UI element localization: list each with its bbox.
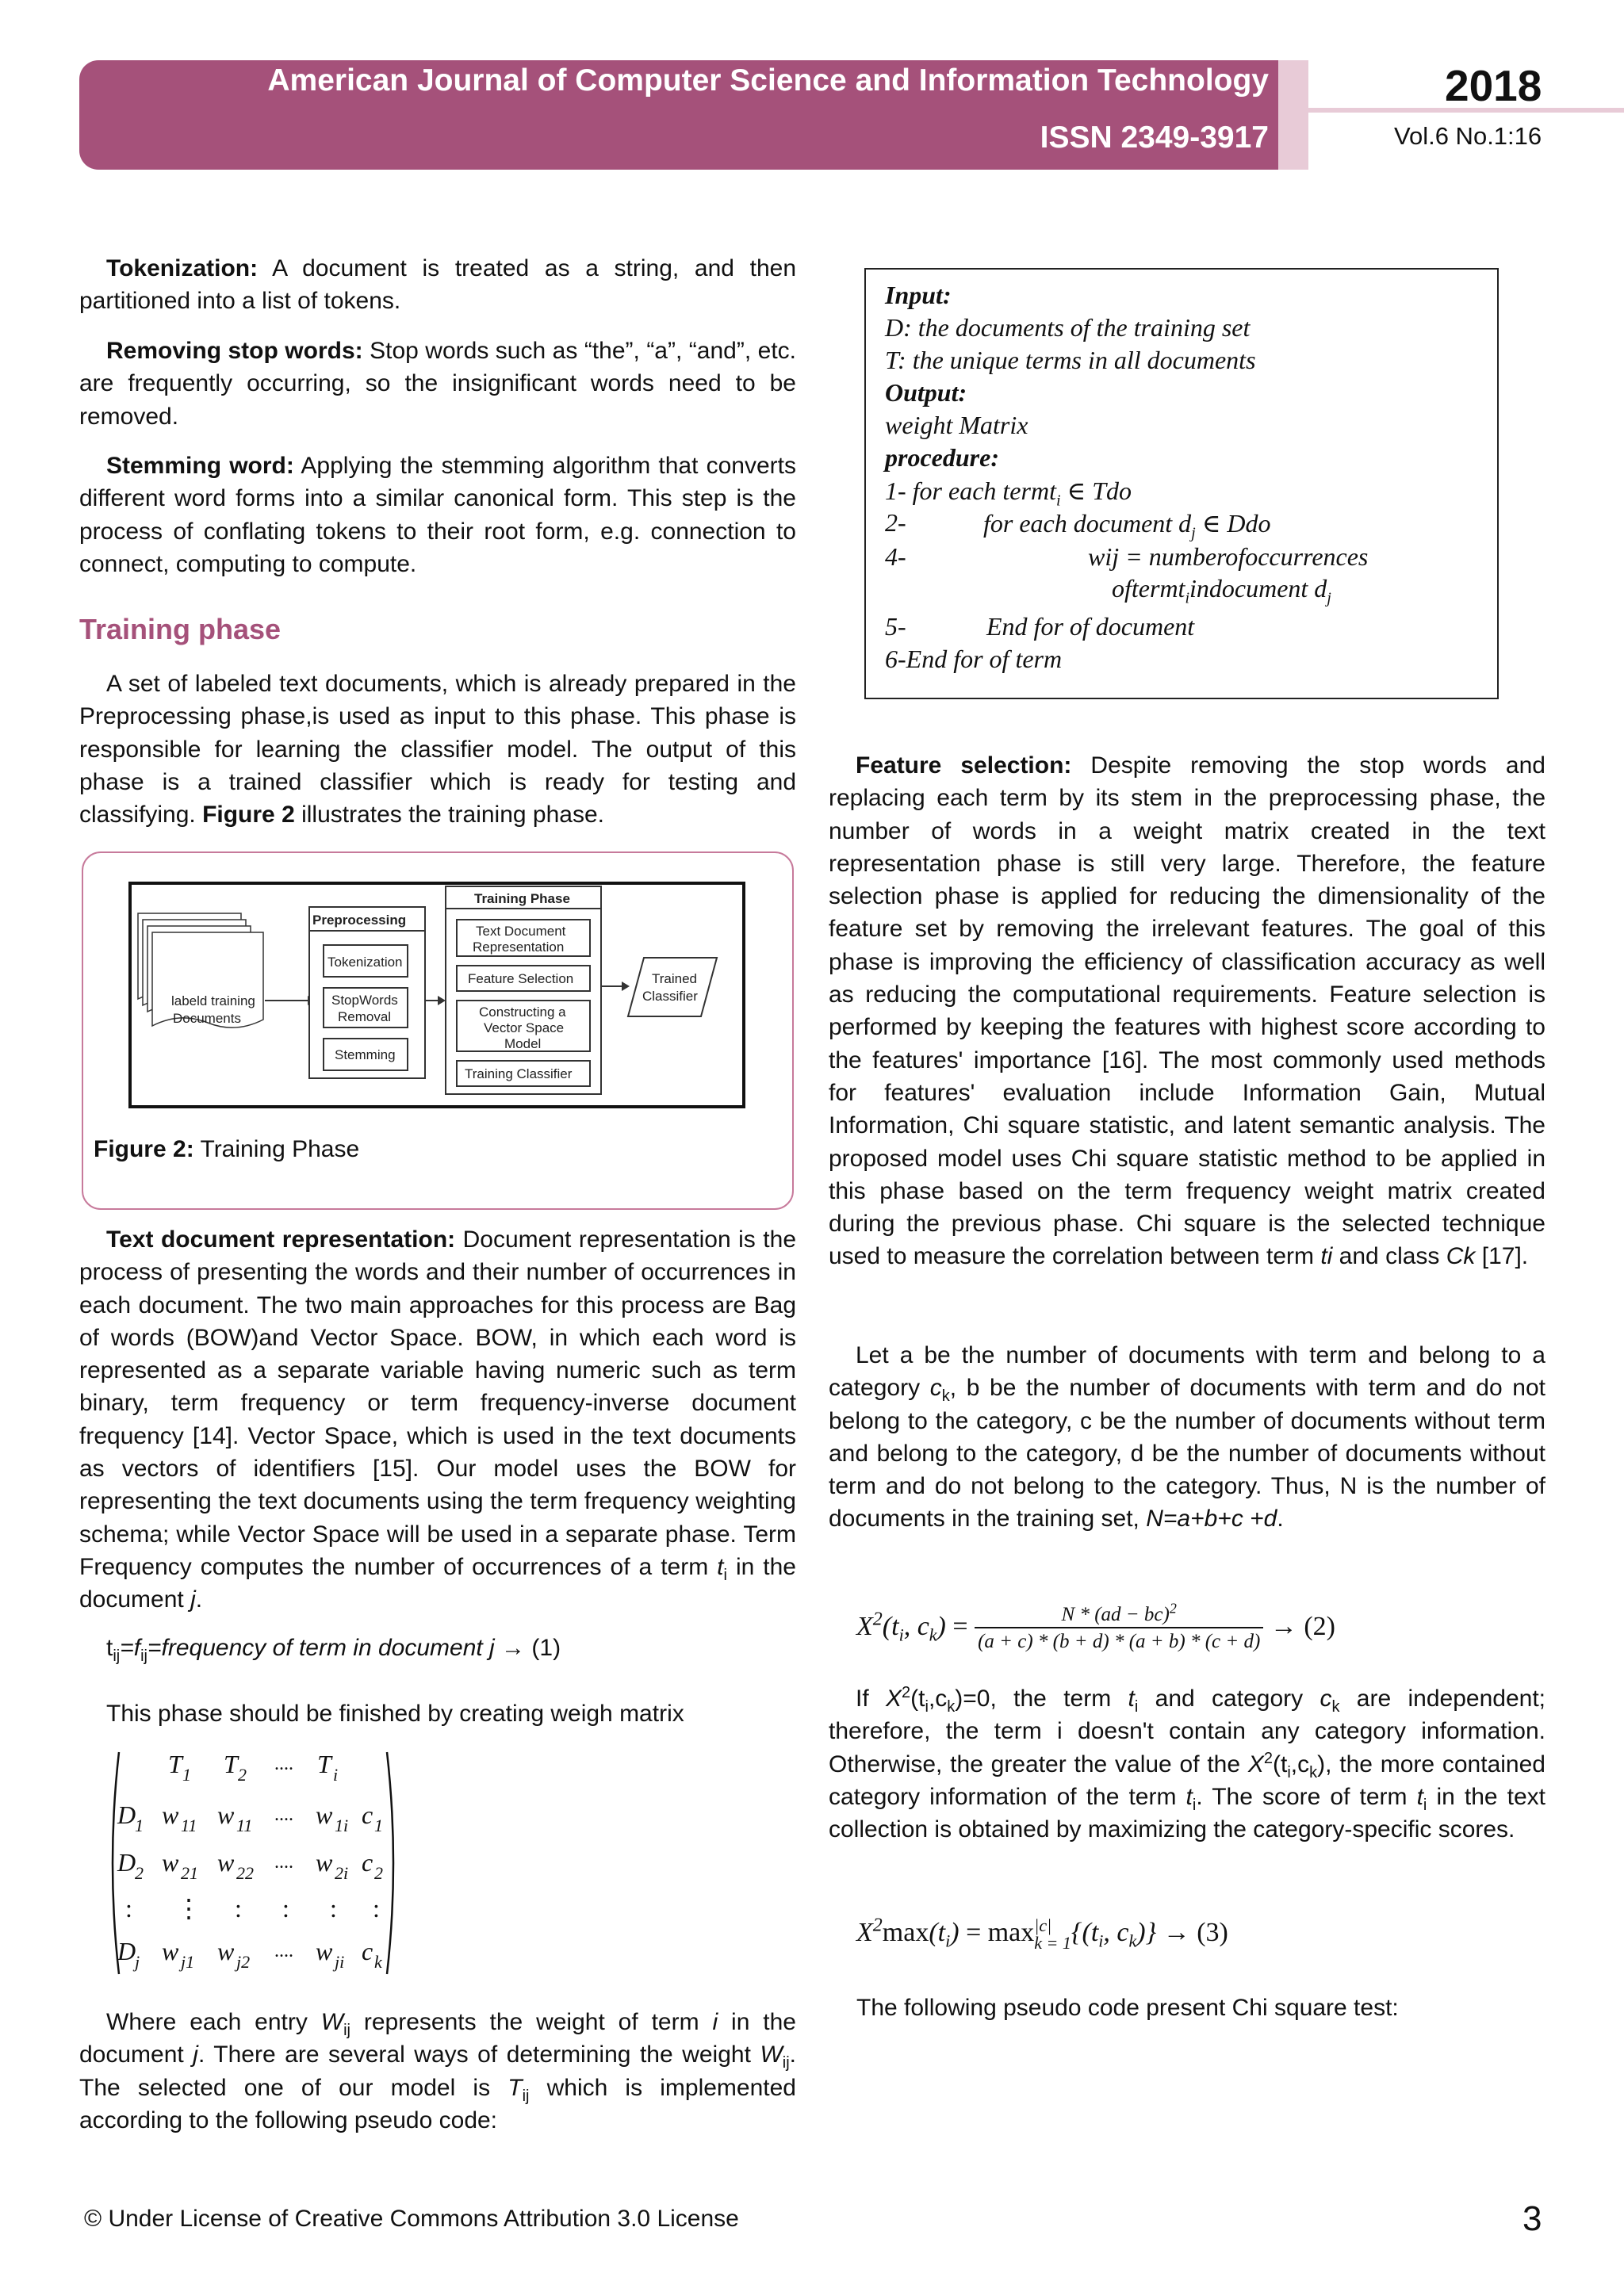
pre-stopwords-2: Removal (338, 1009, 392, 1024)
stopwords-label: Removing stop words: (106, 338, 363, 364)
eq1-sub2: ij (140, 1647, 147, 1665)
equation-3: $X^2\max(t_i) = \max$ |c| k = 1 {($t_i$, $c_k)\} \to (3)$ (856, 1915, 1228, 1953)
preprocessing-title: Preprocessing (312, 913, 407, 928)
journal-year: 2018 (1445, 61, 1542, 110)
svg-text:D: D (117, 1937, 136, 1965)
where-j: j (193, 2042, 198, 2068)
journal-title: American Journal of Computer Science and Information Technology (267, 63, 1269, 98)
stemming-text: Applying the stemming algorithm that converts different word forms into a similar canonical form. This step is the process of conflating tokens to their root form, e.g. connection to connect, computing to compute. (79, 453, 796, 577)
svg-text::: : (373, 1894, 380, 1923)
phase-finish-text: This phase should be finished by creating weigh matrix (106, 1701, 684, 1727)
leta-k: k (941, 1387, 950, 1406)
figure-caption (94, 1136, 359, 1163)
matrix-vdots-row (125, 1894, 380, 1923)
matrix-row-2 (117, 1848, 383, 1883)
svg-text:i: i (333, 1765, 339, 1785)
where-ij2: ij (782, 2054, 790, 2072)
algo-step-4-num: 4- (885, 542, 906, 571)
where-paragraph (79, 2006, 796, 2137)
tokenization-text: A document is treated as a string, and then partitioned into a list of tokens. (79, 255, 796, 315)
mh-T1: T (168, 1750, 182, 1778)
textdoc-label: Text document representation: (106, 1226, 456, 1253)
svg-text:D: D (117, 1800, 136, 1829)
svg-text:2: 2 (238, 1765, 247, 1785)
algo-step-1: 1- for each termt$_i$ ∈ Tdo (885, 476, 1132, 510)
feature-text: Despite removing the stop words and replacing each term by its stem in the preprocessing phase, the number of words in a weight matrix created in the text representation phase is still very large. Therefore, the feature selection phase is applied for reducing the dimensionality of the feature set by removing the irrelevant features. The goal of this phase is improving the efficiency of classification accuracy as well as reducing the computational requirements. Feature selection is performed by keeping the features with highest score according to the features' importance [16]. The most commonly used methods for features' evaluation include Information Gain, Mutual Information, Chi square statistic, and latent semantic analysis. The proposed model uses Chi square statistic method to be applied in this phase based on the term frequency weight matrix created during the previous phase. Chi square is the selected technique used to measure the correlation between term (829, 752, 1545, 1270)
figure-caption-label: Figure 2: (94, 1136, 194, 1162)
eq1-eq: =f (120, 1635, 141, 1661)
training-phase-heading: Training phase (79, 613, 282, 645)
eq1-sub1: ij (113, 1647, 121, 1665)
algo-step-4: wij = numberofoccurrences (1088, 542, 1369, 571)
training-title: Training Phase (474, 891, 570, 906)
tr-vector-3: Model (504, 1036, 542, 1051)
copyright-notice: © Under License of Creative Commons Attribution 3.0 License (84, 2206, 739, 2232)
svg-text:22: 22 (236, 1863, 254, 1883)
svg-text:w: w (316, 1800, 333, 1829)
algo-step-5: End for of document (986, 612, 1195, 641)
textdoc-period: . (195, 1586, 203, 1613)
training-text-2: illustrates the training phase. (294, 802, 604, 828)
eq1-t: t (106, 1635, 113, 1661)
feature-ck: Ck (1446, 1243, 1476, 1270)
algo-output-label: Output: (885, 378, 967, 407)
svg-text:w: w (217, 1848, 235, 1877)
out-label-1: Trained (652, 971, 698, 986)
svg-text:....: .... (274, 1852, 293, 1873)
svg-text:....: .... (274, 1804, 293, 1825)
svg-text::: : (330, 1894, 337, 1923)
where-5: . The selected one of our model is (79, 2042, 796, 2101)
svg-text:w: w (316, 1848, 333, 1877)
let-a-paragraph (829, 1339, 1545, 1536)
tr-textdoc-1: Text Document (476, 924, 566, 939)
pre-stopwords-1: StopWords (331, 993, 398, 1008)
svg-text:w: w (217, 1800, 235, 1829)
figure-caption-text: Training Phase (193, 1136, 360, 1162)
matrix-row-1 (117, 1800, 383, 1835)
training-paragraph (79, 668, 796, 831)
algo-step-5-num: 5- (885, 612, 906, 641)
svg-text:2i: 2i (335, 1863, 349, 1883)
diagram-doc-label-1: labeld training (171, 993, 255, 1008)
eq2-fraction: $\frac{N * (ad - bc)^2}{(a + c) * (b + d) * (a + b) * (c + d)}$ (975, 1603, 1263, 1654)
svg-text:ji: ji (335, 1952, 345, 1972)
where-ij: ij (343, 2022, 350, 2039)
feature-label: Feature selection: (856, 752, 1072, 779)
tr-feature: Feature Selection (468, 971, 574, 986)
algo-procedure-label: procedure: (885, 443, 999, 472)
page-number: 3 (1522, 2199, 1542, 2238)
matrix-header (168, 1750, 338, 1785)
algo-step-6: 6-End for of term (885, 645, 1063, 673)
algo-t-line: T: the unique terms in all documents (885, 346, 1256, 374)
pre-tokenization: Tokenization (327, 955, 403, 970)
svg-text:⋮: ⋮ (176, 1894, 201, 1923)
svg-text:c: c (362, 1937, 373, 1965)
mh-dots: .... (274, 1754, 293, 1774)
tokenization-paragraph (79, 252, 796, 318)
svg-text:w: w (316, 1937, 333, 1965)
textdoc-term: t (717, 1553, 724, 1580)
stopwords-paragraph (79, 335, 796, 433)
where-W2: W (760, 2042, 783, 2068)
svg-text:2: 2 (374, 1863, 383, 1883)
where-2: represents the weight of term (350, 2009, 713, 2035)
where-W: W (320, 2009, 344, 2035)
tr-classifier: Training Classifier (465, 1066, 573, 1081)
leta-formula: N=a+b+c +d (1146, 1506, 1277, 1533)
equation-1 (106, 1635, 561, 1665)
svg-text::: : (282, 1894, 289, 1923)
leta-c: c (929, 1375, 942, 1402)
algo-d-line: D: the documents of the training set (885, 313, 1251, 342)
stopwords-text: Stop words such as “the”, “a”, “and”, etc. are frequently occurring, so the insignificant words need to be removed. (79, 338, 796, 430)
tr-textdoc-2: Representation (473, 939, 565, 955)
textdoc-text: Document representation is the process of presenting the words and their number of occurrences in each document. The two main approaches for this process are Bag of words (BOW)and Vector Space. BOW, in which each word is represented as a separate variable having numeric such as term binary, term frequency or term frequency-inverse document frequency [14]. Vector Space, which is used in the text documents as vectors of identifiers [15]. Our model uses the BOW for representing the text documents using the term frequency weighting schema; while Vector Space will be used in a separate phase. Term Frequency computes the number of occurrences of a term (79, 1226, 797, 1580)
svg-text::: : (235, 1894, 242, 1923)
pseudo-intro: The following pseudo code present Chi square test: (856, 1995, 1399, 2021)
trained-classifier-shape (628, 958, 717, 1016)
mh-T2: T (224, 1750, 238, 1778)
weight-matrix-algorithm-box (864, 268, 1499, 699)
svg-text:c: c (362, 1848, 373, 1877)
feature-selection-paragraph (829, 749, 1545, 1273)
stemming-label: Stemming word: (106, 453, 294, 479)
svg-text:w: w (217, 1937, 235, 1965)
svg-text:11: 11 (181, 1816, 197, 1835)
tr-vector-1: Constructing a (479, 1004, 566, 1020)
svg-text:1: 1 (182, 1765, 191, 1785)
matrix-row-j (117, 1937, 383, 1972)
pre-stemming: Stemming (335, 1047, 396, 1062)
training-fig-ref: Figure 2 (202, 802, 295, 828)
where-1: Where each entry (106, 2009, 321, 2035)
svg-text:1i: 1i (335, 1816, 349, 1835)
where-i: i (712, 2009, 718, 2035)
journal-volume: Vol.6 No.1:16 (1394, 122, 1542, 150)
training-text-1: A set of labeled text documents, which is already prepared in the Preprocessing phase,is used as input to this phase. This phase is responsible for learning the classifier model. The output of this phase is a trained classifier which is ready for testing and classifying. (79, 671, 796, 828)
leta-end: . (1277, 1506, 1284, 1533)
eq1-rest: =frequency of term in document j (147, 1635, 495, 1661)
text-representation-paragraph (79, 1223, 796, 1617)
where-T: T (508, 2074, 523, 2101)
journal-issn: ISSN 2349-3917 (1040, 121, 1269, 155)
weight-matrix (105, 1744, 406, 1982)
svg-text:c: c (362, 1800, 373, 1829)
svg-text:1: 1 (135, 1816, 144, 1835)
svg-text:w: w (162, 1937, 179, 1965)
svg-text:21: 21 (181, 1863, 198, 1883)
svg-text:j: j (135, 1952, 140, 1972)
if-x2-paragraph: If $X^2(t_i,c_k)=0$, the term $t_i$ and category $c_k$ are independent; therefore, the term i doesn't contain any category information. Otherwise, the greater the value of the $X^2(t_i,c_k)$, the more contained category information of the term $t_i$. The score of term $t_i$ in the text collection is obtained by maximizing the category-specific scores. (829, 1684, 1545, 1843)
leta-1: Let a be the number of documents with term and belong to a category (829, 1342, 1545, 1402)
equation-2: $X^2(t_i$, $c_k$) = $\frac{N * (ad - bc)^2}{(a + c) * (b + d) * (a + b) * (c + d)}$ → (2) (856, 1600, 1335, 1652)
eq1-arrow: → (1) (494, 1635, 561, 1661)
algo-step-2: for each document $d_j$ ∈ Ddo (983, 509, 1271, 542)
feature-end: [17]. (1475, 1243, 1529, 1270)
algo-output-line: weight Matrix (885, 411, 1028, 439)
header-band-accent (1278, 60, 1308, 170)
algo-step-2-num: 2- (885, 508, 906, 537)
tokenization-label: Tokenization: (106, 255, 259, 281)
textdoc-end: in the document (79, 1553, 796, 1613)
svg-text::: : (125, 1894, 132, 1923)
matrix-right-bracket (387, 1752, 393, 1974)
out-label-2: Classifier (642, 989, 698, 1004)
where-ij3: ij (522, 2087, 530, 2105)
where-3: in the document (79, 2009, 796, 2068)
svg-text:j2: j2 (236, 1952, 251, 1972)
feature-ti: ti (1320, 1243, 1333, 1270)
svg-text:1: 1 (374, 1816, 383, 1835)
leta-2: , b be the number of documents with term and do not belong to the category, c be the number of documents without term and belong to the category, d be the number of documents without term and do not belong to the category. Thus, N is the number of documents in the training set, (829, 1375, 1545, 1533)
svg-text:w: w (162, 1848, 179, 1877)
stemming-paragraph (79, 450, 796, 580)
feature-and: and class (1332, 1243, 1446, 1270)
where-6: which is implemented according to the following pseudo code: (79, 2074, 796, 2133)
svg-text:D: D (117, 1848, 136, 1877)
svg-text:j1: j1 (181, 1952, 195, 1972)
diagram-doc-label-2: Documents (173, 1011, 241, 1026)
svg-text:2: 2 (135, 1863, 144, 1883)
algo-step-4b: oftermt$_i$indocument $d_j$ (1112, 574, 1331, 607)
algo-input-label: Input: (885, 281, 952, 309)
textdoc-term-sub: i (723, 1566, 727, 1584)
where-4: . There are several ways of determining the weight (197, 2042, 760, 2068)
svg-text:w: w (162, 1800, 179, 1829)
svg-text:....: .... (274, 1941, 293, 1961)
textdoc-j: j (190, 1586, 196, 1613)
svg-text:k: k (374, 1952, 382, 1972)
tr-vector-2: Vector Space (484, 1020, 565, 1035)
training-phase-diagram (128, 882, 745, 1108)
mh-Ti: T (317, 1750, 331, 1778)
svg-text:11: 11 (236, 1816, 253, 1835)
